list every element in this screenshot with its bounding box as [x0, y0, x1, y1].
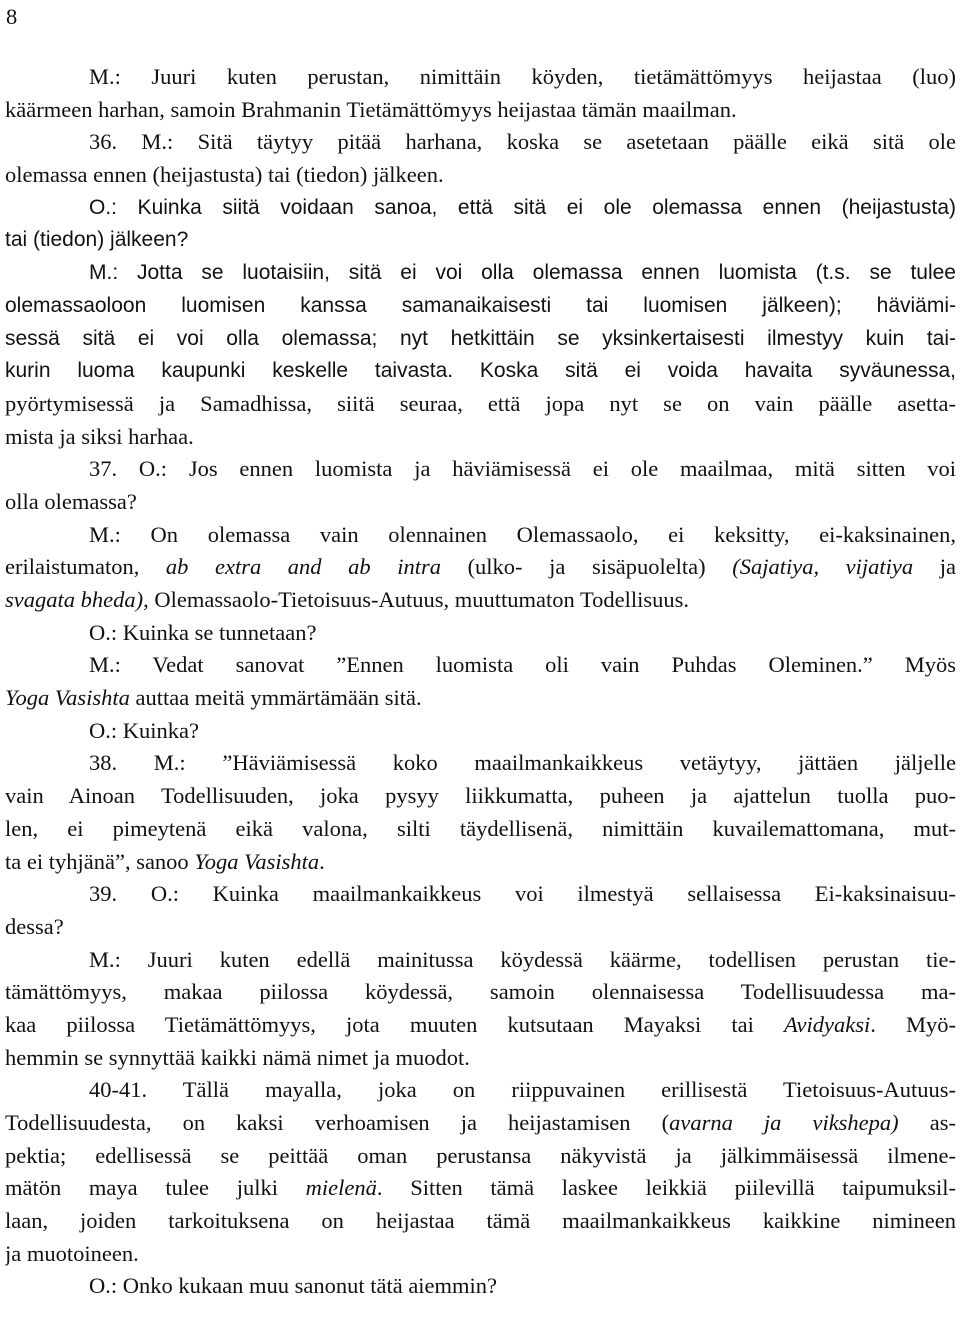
- text-line: O.: Onko kukaan muu sanonut tätä aiemmin?: [89, 1273, 498, 1299]
- text-line: mista ja siksi harhaa.: [5, 423, 194, 449]
- text-line: 37. O.: Jos ennen luomista ja häviämisessä ei ole maailmaa, mitä sitten voi: [89, 456, 956, 482]
- text-line: 40-41. Tällä mayalla, joka on riippuvainen erillisestä Tietoisuus-Autuus-: [89, 1077, 956, 1103]
- text-line: 38. M.: ”Häviämisessä koko maailmankaikkeus vetäytyy, jättäen jäljelle: [89, 750, 956, 776]
- text-line: sessä sitä ei voi olla olemassa; nyt hetkittäin se yksinkertaisesti ilmestyy kuin tai-: [5, 326, 956, 350]
- page-number: 8: [6, 4, 18, 29]
- text-line: 39. O.: Kuinka maailmankaikkeus voi ilmestyä sellaisessa Ei-kaksinaisuu-: [89, 881, 956, 907]
- text-line: olemassa ennen (heijastusta) tai (tiedon) jälkeen.: [5, 162, 444, 188]
- body-text: [5, 61, 956, 1303]
- text-line: olla olemassa?: [5, 488, 137, 514]
- text-line: pektia; edellisessä se peittää oman perustansa näkyvistä ja jälkimmäisessä ilmene-: [5, 1142, 956, 1168]
- text-line: ta ei tyhjänä”, sanoo Yoga Vasishta.: [5, 848, 325, 874]
- text-line: tämättömyys, makaa piilossa köydessä, samoin olennaisessa Todellisuudessa ma-: [5, 979, 956, 1005]
- text-line: erilaistumaton, ab extra and ab intra (ulko- ja sisäpuolelta) (Sajatiya, vijatiya ja: [5, 554, 956, 580]
- text-line: laan, joiden tarkoituksena on heijastaa tämä maailmankaikkeus kaikkine nimineen: [5, 1208, 956, 1234]
- text-line: M.: On olemassa vain olennainen Olemassaolo, ei keksitty, ei-kaksinainen,: [89, 521, 956, 547]
- text-line: M.: Jotta se luotaisiin, sitä ei voi olla olemassa ennen luomista (t.s. se tulee: [89, 261, 956, 285]
- text-line: M.: Juuri kuten edellä mainitussa köydessä käärme, todellisen perustan tie-: [89, 946, 956, 972]
- text-line: O.: Kuinka siitä voidaan sanoa, että sitä ei ole olemassa ennen (heijastusta): [89, 195, 956, 219]
- text-line: olemassaoloon luomisen kanssa samanaikaisesti tai luomisen jälkeen); häviämi-: [5, 293, 956, 317]
- text-line: kaa piilossa Tietämättömyys, jota muuten kutsutaan Mayaksi tai Avidyaksi. Myö-: [5, 1011, 956, 1037]
- text-line: Todellisuudesta, on kaksi verhoamisen ja heijastamisen (avarna ja vikshepa) as-: [5, 1110, 956, 1135]
- text-line: dessa?: [5, 913, 64, 939]
- text-line: 36. M.: Sitä täytyy pitää harhana, koska se asetetaan päälle eikä sitä ole: [89, 129, 956, 155]
- text-line: pyörtymisessä ja Samadhissa, siitä seuraa, että jopa nyt se on vain päälle asetta-: [5, 390, 956, 416]
- text-line: tai (tiedon) jälkeen?: [5, 228, 189, 252]
- text-line: Yoga Vasishta auttaa meitä ymmärtämään sitä.: [5, 685, 422, 711]
- text-line: O.: Kuinka se tunnetaan?: [89, 619, 317, 645]
- text-line: vain Ainoan Todellisuuden, joka pysyy liikkumatta, puheen ja ajattelun tuolla puo-: [5, 783, 956, 809]
- text-line: käärmeen harhan, samoin Brahmanin Tietämättömyys heijastaa tämän maailman.: [5, 96, 737, 122]
- text-line: M.: Juuri kuten perustan, nimittäin köyden, tietämättömyys heijastaa (luo): [89, 64, 956, 89]
- text-line: svagata bheda), Olemassaolo-Tietoisuus-Autuus, muuttumaton Todellisuus.: [5, 587, 690, 612]
- text-line: len, ei pimeytenä eikä valona, silti täydellisenä, nimittäin kuvailemattomana, mut-: [5, 815, 956, 841]
- text-line: M.: Vedat sanovat ”Ennen luomista oli vain Puhdas Oleminen.” Myös: [89, 652, 956, 678]
- text-line: ja muotoineen.: [5, 1240, 139, 1266]
- text-line: hemmin se synnyttää kaikki nämä nimet ja muodot.: [5, 1044, 470, 1070]
- text-line: kurin luoma kaupunki keskelle taivasta. Koska sitä ei voida havaita syväunessa,: [5, 359, 956, 383]
- text-line: O.: Kuinka?: [89, 717, 199, 743]
- text-line: mätön maya tulee julki mielenä. Sitten tämä laskee leikkiä piilevillä taipumuksil-: [5, 1175, 956, 1201]
